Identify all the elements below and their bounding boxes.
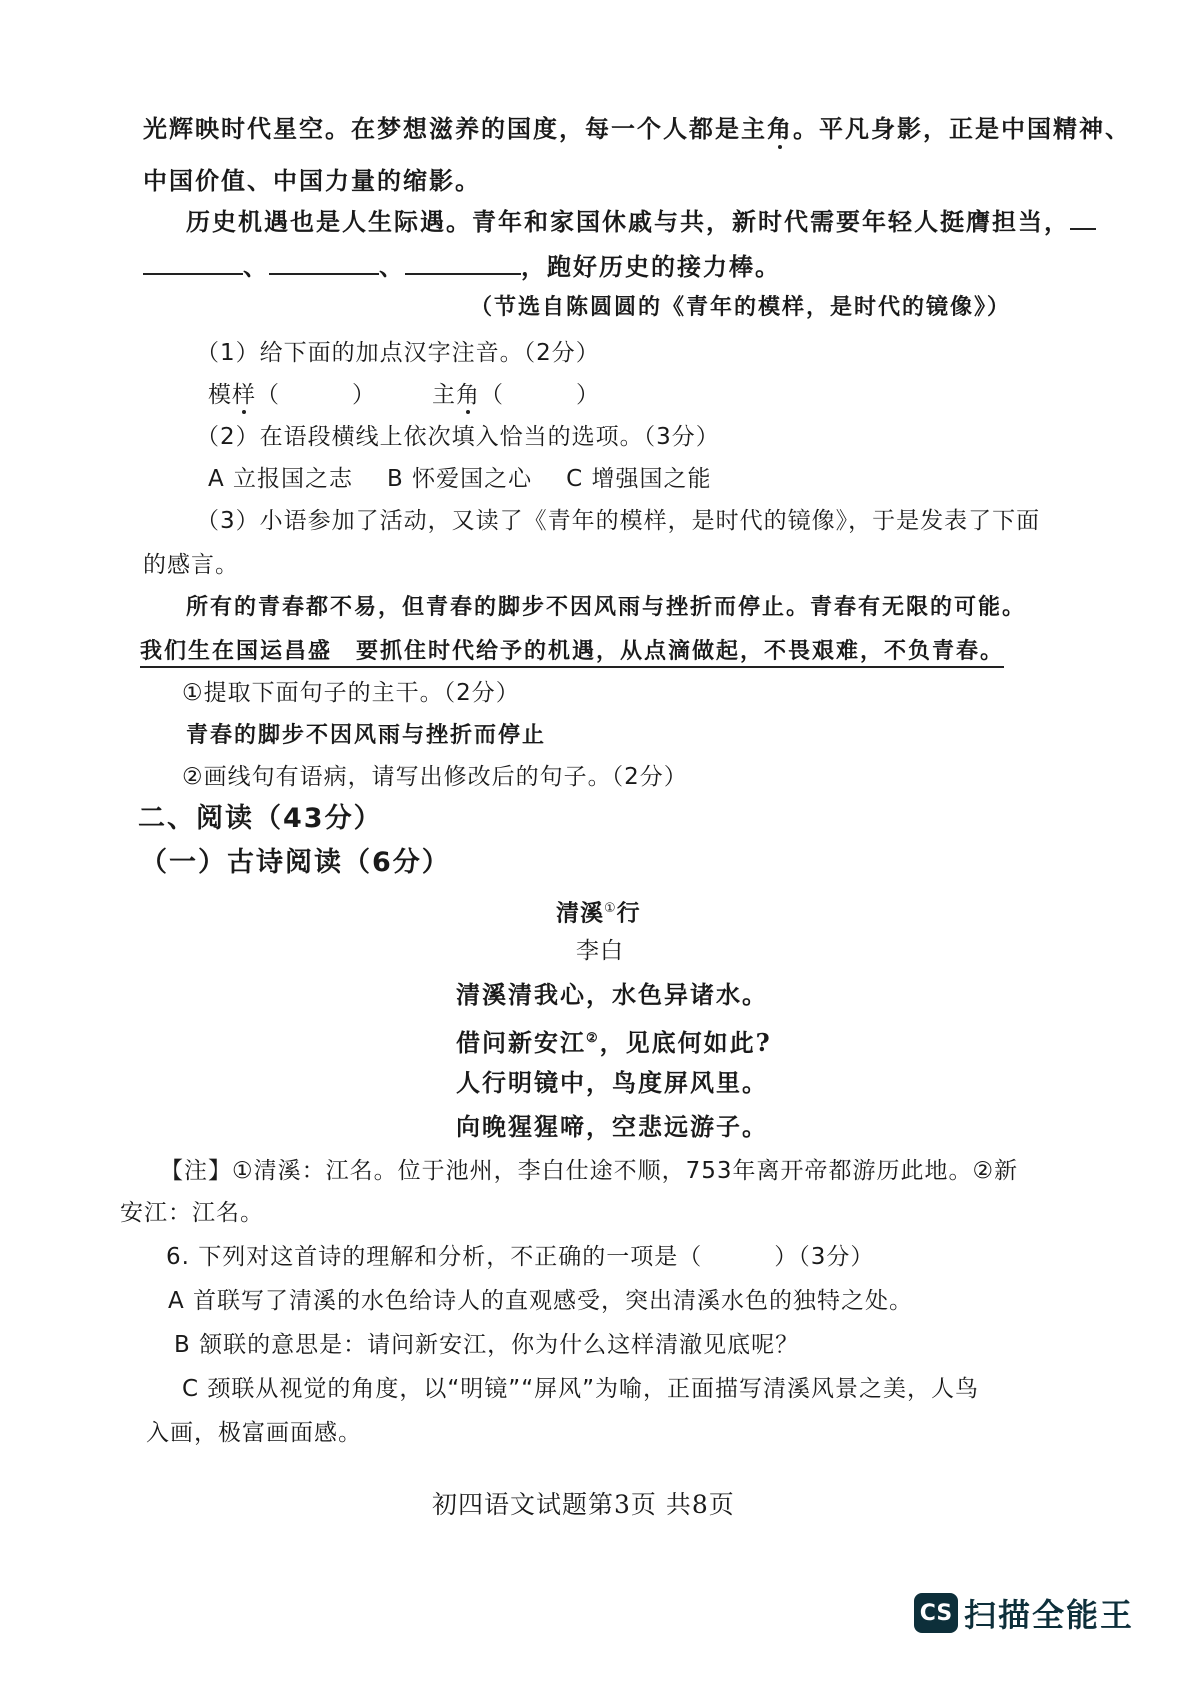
dotted-char: 样	[232, 382, 256, 408]
question-1: （1）给下面的加点汉字注音。（2分）	[196, 340, 600, 366]
separator: 、	[243, 252, 269, 281]
poem-title-text: 清溪	[556, 900, 604, 927]
word-1-char: 模	[208, 382, 232, 408]
question-3-line-1: （3）小语参加了活动，又读了《青年的模样，是时代的镜像》，于是发表了下面	[196, 508, 1041, 534]
option-6c-line-2: 入画，极富画面感。	[146, 1420, 362, 1446]
underlined-sentence: 我们生在国运昌盛 要抓住时代给予的机遇，从点滴做起，不畏艰难，不负青春。	[140, 638, 1004, 668]
passage-source: （节选自陈圆圆的《青年的模样，是时代的镜像》）	[470, 294, 1012, 320]
section-title: 二、阅读（43分）	[138, 803, 383, 834]
passage-line-1	[143, 112, 1131, 146]
option-6b: B 颔联的意思是：请问新安江，你为什么这样清澈见底呢？	[174, 1332, 800, 1358]
option-6c-line-1: C 颈联从视觉的角度，以“明镜”“屏风”为喻，正面描写清溪风景之美，人鸟	[182, 1376, 980, 1402]
poem-line-3: 人行明镜中，鸟度屏风里。	[456, 1068, 768, 1097]
camscanner-logo	[914, 1590, 1134, 1636]
option-b: B 怀爱国之心	[387, 466, 533, 492]
footnote-mark: ②	[586, 1031, 600, 1046]
quote-line-2	[140, 634, 1004, 668]
camscanner-text: 扫描全能王	[964, 1596, 1135, 1634]
passage-line-4	[143, 250, 781, 284]
dotted-char: 角	[767, 114, 793, 143]
sub-question-1: ①提取下面句子的主干。（2分）	[182, 680, 520, 706]
answer-blank-start[interactable]	[1070, 206, 1096, 230]
answer-blank-1[interactable]	[143, 251, 243, 275]
poem-line-2	[456, 1022, 772, 1060]
question-3-line-2: 的感言。	[143, 552, 239, 578]
poem-line-2-tail: ，见底何如此?	[599, 1028, 772, 1057]
word-2-char: 主	[432, 382, 456, 408]
poem-line-1: 清溪清我心，水色异诸水。	[456, 980, 768, 1009]
question-2-options	[208, 462, 712, 496]
page-footer: 初四语文试题第3页 共8页	[432, 1490, 735, 1519]
poem-title-text: 行	[616, 900, 641, 927]
option-a: A 立报国之志	[208, 466, 354, 492]
passage-line-1-tail: 。平凡身影，正是中国精神、	[793, 114, 1131, 143]
option-c: C 增强国之能	[566, 466, 712, 492]
option-6a: A 首联写了清溪的水色给诗人的直观感受，突出清溪水色的独特之处。	[168, 1288, 914, 1314]
question-6: 6. 下列对这首诗的理解和分析，不正确的一项是（ ）（3分）	[166, 1244, 875, 1270]
answer-blank-2[interactable]	[269, 251, 379, 275]
passage-line-1-text: 光辉映时代星空。在梦想滋养的国度，每一个人都是主	[143, 114, 767, 143]
passage-line-3-text: 历史机遇也是人生际遇。青年和家国休戚与共，新时代需要年轻人挺膺担当，	[186, 207, 1070, 236]
question-1-words	[208, 378, 600, 412]
poem-line-2-text: 借问新安江	[456, 1028, 586, 1057]
sub-question-1-sentence: 青春的脚步不因风雨与挫折而停止	[186, 722, 547, 748]
footnote-mark: ①	[604, 901, 617, 916]
poem-author: 李白	[576, 938, 624, 964]
quote-line-1: 所有的青春都不易，但青春的脚步不因风雨与挫折而停止。青春有无限的可能。	[186, 594, 1027, 620]
pinyin-blank-1[interactable]: （ ）	[256, 382, 376, 408]
note-line-2: 安江：江名。	[120, 1200, 264, 1226]
section-subtitle: （一）古诗阅读（6分）	[140, 847, 451, 878]
cs-logo-icon: CS	[914, 1593, 958, 1633]
sub-question-2: ②画线句有语病，请写出修改后的句子。（2分）	[182, 764, 688, 790]
question-2: （2）在语段横线上依次填入恰当的选项。（3分）	[196, 424, 720, 450]
note-line-1: 【注】①清溪：江名。位于池州，李白仕途不顺，753年离开帝都游历此地。②新	[160, 1158, 1019, 1184]
passage-line-2: 中国价值、中国力量的缩影。	[143, 166, 481, 195]
poem-title	[556, 892, 641, 931]
pinyin-blank-2[interactable]: （ ）	[480, 382, 600, 408]
answer-blank-3[interactable]	[405, 251, 521, 275]
passage-line-4-tail: ，跑好历史的接力棒。	[521, 252, 781, 281]
separator: 、	[379, 252, 405, 281]
dotted-char: 角	[456, 382, 480, 408]
passage-line-3	[186, 205, 1096, 239]
poem-line-4: 向晚猩猩啼，空悲远游子。	[456, 1112, 768, 1141]
